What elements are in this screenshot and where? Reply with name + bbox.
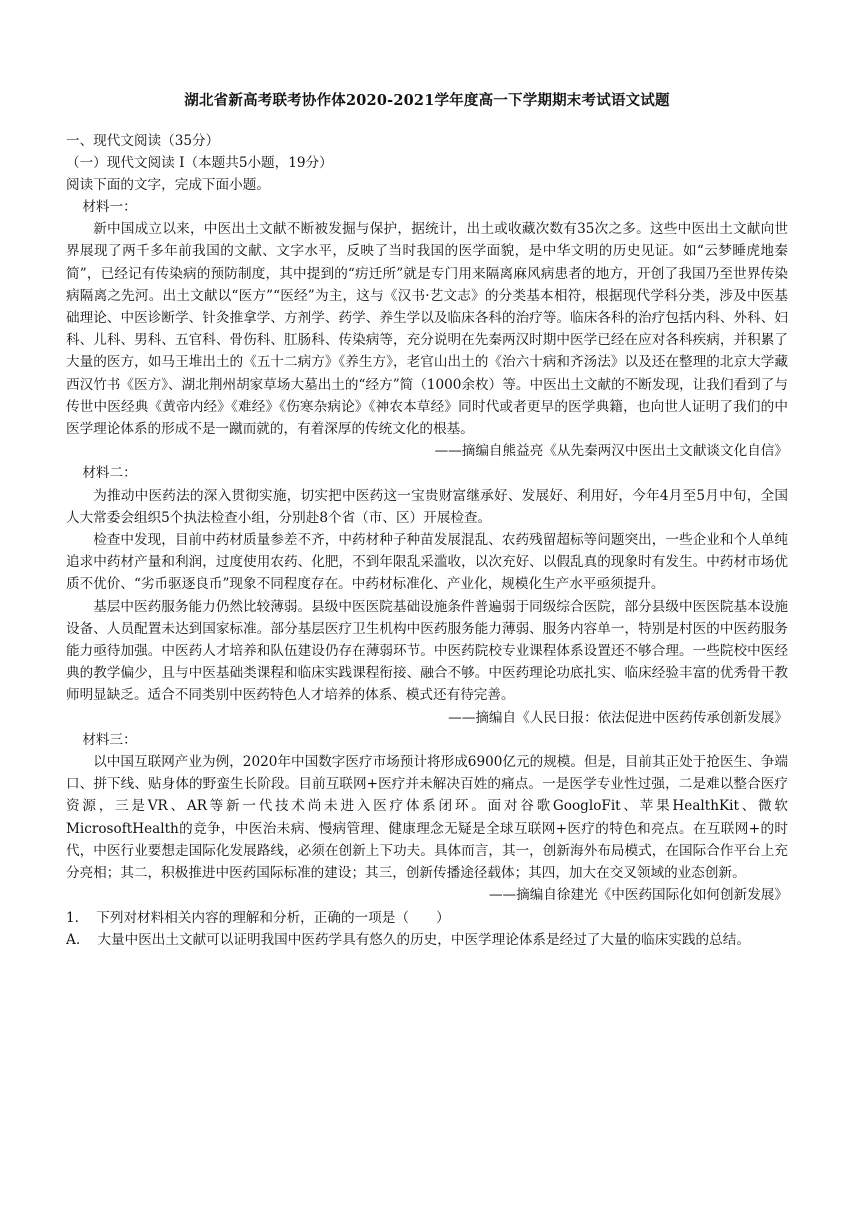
question-1-number: 1. — [66, 909, 79, 926]
reading-instruction: 阅读下面的文字，完成下面小题。 — [66, 177, 270, 193]
material-1-label: 材料一： — [82, 199, 137, 215]
material-3-label: 材料三： — [82, 731, 137, 748]
option-a-text: 大量中医出土文献可以证明我国中医药学具有悠久的历史，中医学理论体系是经过了大量的临床实践的总结。 — [97, 931, 750, 948]
exam-page — [66, 88, 788, 951]
question-1-stem — [66, 907, 788, 929]
question-1-option-a — [66, 929, 788, 951]
material-2-source: ——摘编自《人民日报：依法促进中医药传承创新发展》 — [448, 709, 788, 726]
material-2-paragraph-3: 基层中医药服务能力仍然比较薄弱。县级中医医院基础设施条件普遍弱于同级综合医院，部分县级中医医院基本设施设备、人员配置未达到国家标准。部分基层医疗卫生机构中医药服务能力薄弱、服务内容单一，特别是村医的中医药服务能力亟待加强。中医药人才培养和队伍建设仍存在薄弱环节。中医药院校专业课程体系设置还不够合理。一些院校中医经典的教学偏少，且与中医基础类课程和临床实践课程衔接、融合不够。中医药理论功底扎实、临床经验丰富的优秀骨干教师明显缺乏。适合不同类别中医药特色人才培养的体系、模式还有待完善。 — [66, 598, 788, 704]
material-1-paragraph-1: 新中国成立以来，中医出土文献不断被发掘与保护，据统计，出土或收藏次数有35次之多。这些中医出土文献向世界展现了两千多年前我国的文献、文字水平，反映了当时我国的医学面貌，是中华文明的历史见证。如“云梦睡虎地秦简”，已经记有传染病的预防制度，其中提到的“疠迁所”就是专门用来隔离麻风病患者的地方，开创了我国乃至世界传染病隔离之先河。出土文献以“医方”“医经”为主，这与《汉书·艺文志》的分类基本相符，根据现代学科分类，涉及中医基础理论、中医诊断学、针灸推拿学、方剂学、药学、养生学以及临床各科的治疗等。临床各科的治疗包括内科、外科、妇科、儿科、男科、五官科、骨伤科、肛肠科、传染病等，充分说明在先秦两汉时期中医学已经在应对各科疾病，并积累了大量的医方，如马王堆出土的《五十二病方》《养生方》，老官山出土的《治六十病和齐汤法》以及还在整理的北京大学藏西汉竹书《医方》、湖北荆州胡家草场大墓出土的“经方”简（1000余枚）等。中医出土文献的不断发现，让我们看到了与传世中医经典《黄帝内经》《难经》《伤寒杂病论》《神农本草经》同时代或者更早的医学典籍，也向世人证明了我们的中医学理论体系的形成不是一蹴而就的，有着深厚的传统文化的根基。 — [66, 221, 788, 438]
question-1-text: 下列对材料相关内容的理解和分析，正确的一项是（ ） — [96, 909, 450, 926]
exam-title: 湖北省新高考联考协作体2020-2021学年度高一下学期期末考试语文试题 — [184, 92, 670, 109]
section-heading: 一、现代文阅读（35分） — [66, 133, 220, 149]
option-a-letter: A. — [66, 931, 81, 948]
material-3-source: ——摘编自徐建光《中医药国际化如何创新发展》 — [488, 887, 788, 904]
subsection-heading: （一）现代文阅读 I（本题共5小题，19分） — [66, 155, 333, 171]
material-3-paragraph-1: 以中国互联网产业为例，2020年中国数字医疗市场预计将形成6900亿元的规模。但是，目前其正处于抢医生、争端口、拼下线、贴身体的野蛮生长阶段。目前互联网+医疗并未解决百姓的痛点。一是医学专业性过强，二是难以整合医疗资源，三是VR、AR等新一代技术尚未进入医疗体系闭环。面对谷歌GoogloFit、苹果HealthKit、微软MicrosoftHealth的竞争，中医治未病、慢病管理、健康理念无疑是全球互联网+医疗的特色和亮点。在互联网+的时代，中医行业要想走国际化发展路线，必须在创新上下功夫。具体而言，其一，创新海外布局模式，在国际合作平台上充分亮相；其二，积极推进中医药国际标准的建设；其三，创新传播途径载体；其四，加大在交叉领域的业态创新。 — [66, 754, 788, 882]
material-2-paragraph-1: 为推动中医药法的深入贯彻实施，切实把中医药这一宝贵财富继承好、发展好、利用好，今年4月至5月中旬，全国人大常委会组织5个执法检查小组，分别赴8个省（市、区）开展检查。 — [66, 487, 788, 526]
material-2-paragraph-2: 检查中发现，目前中药材质量参差不齐，中药材种子种苗发展混乱、农药残留超标等问题突出，一些企业和个人单纯追求中药材产量和利润，过度使用农药、化肥，不到年限乱采滥收，以次充好、以假乱真的现象时有发生。中药材市场优质不优价、“劣币驱逐良币”现象不同程度存在。中药材标准化、产业化，规模化生产水平亟须提升。 — [66, 532, 788, 593]
material-1-source: ——摘编自熊益亮《从先秦两汉中医出土文献谈文化自信》 — [434, 443, 788, 460]
material-2-label: 材料二： — [82, 465, 137, 482]
